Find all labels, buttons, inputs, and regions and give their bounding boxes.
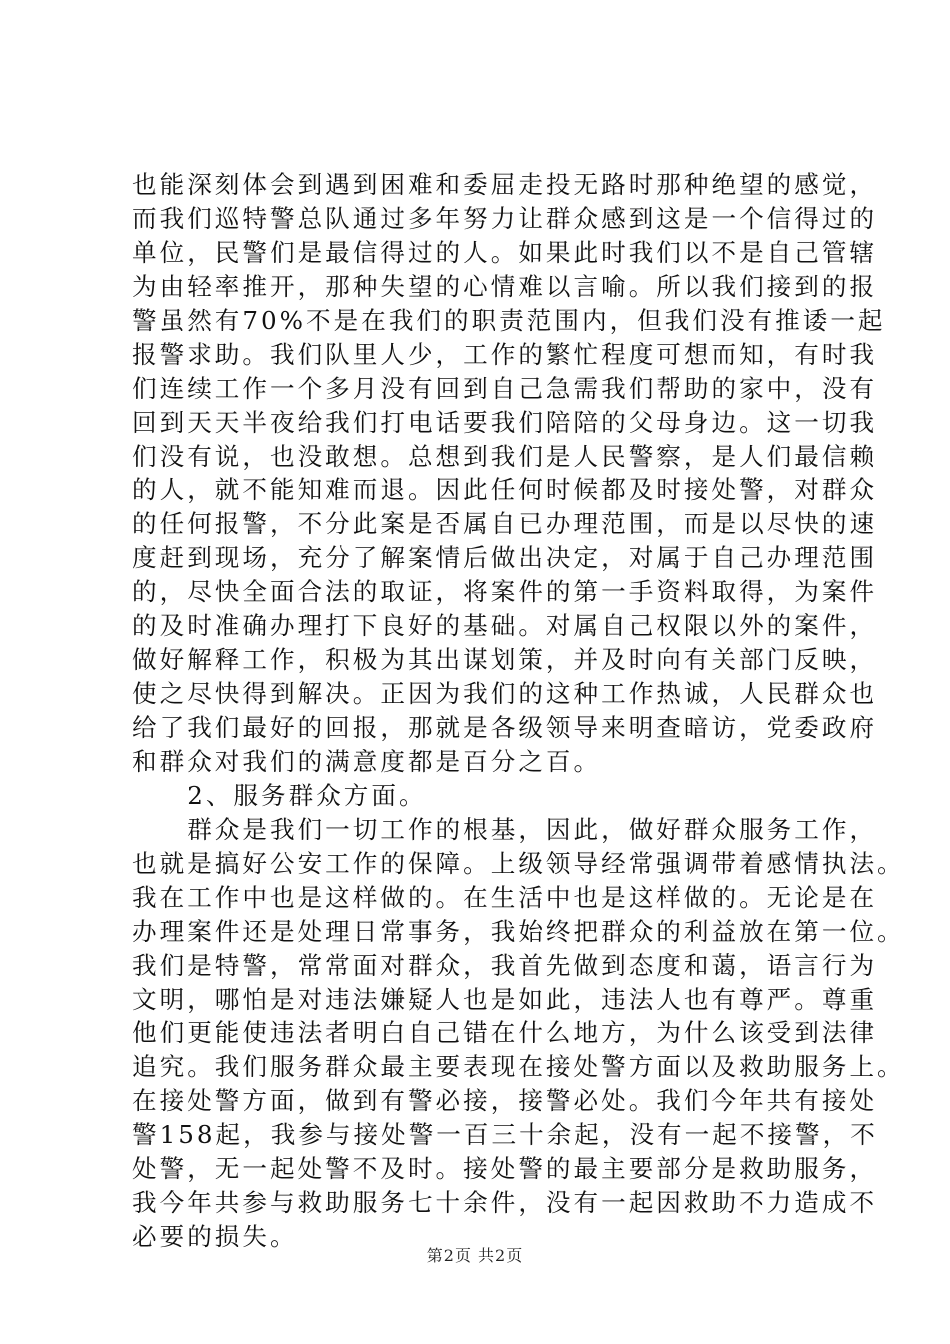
section-heading: 2、服务群众方面。 [132, 780, 427, 810]
text-line: 而我们巡特警总队通过多年努力让群众感到这是一个信得过的 [132, 203, 878, 233]
text-line: 的人，就不能知难而退。因此任何时候都及时接处警，对群众 [132, 475, 878, 505]
page-number: 第2页 共2页 [426, 1246, 524, 1265]
text-line: 必要的损失。 [132, 1222, 298, 1252]
text-line: 警虽然有70%不是在我们的职责范围内，但我们没有推诿一起 [132, 305, 886, 335]
text-line: 也就是搞好公安工作的保障。上级领导经常强调带着感情执法。 [132, 848, 905, 878]
text-line: 和群众对我们的满意度都是百分之百。 [132, 746, 602, 776]
text-line: 们连续工作一个多月没有回到自己急需我们帮助的家中，没有 [132, 373, 878, 403]
text-line: 我今年共参与救助服务七十余件，没有一起因救助不力造成不 [132, 1188, 878, 1218]
text-line: 追究。我们服务群众最主要表现在接处警方面以及救助服务上。 [132, 1052, 905, 1082]
text-line: 做好解释工作，积极为其出谋划策，并及时向有关部门反映， [132, 645, 878, 675]
text-line: 单位，民警们是最信得过的人。如果此时我们以不是自己管辖 [132, 237, 878, 267]
text-line: 文明，哪怕是对违法嫌疑人也是如此，违法人也有尊严。尊重 [132, 984, 878, 1014]
text-line: 的及时准确办理打下良好的基础。对属自己权限以外的案件， [132, 611, 878, 641]
text-line: 使之尽快得到解决。正因为我们的这种工作热诚，人民群众也 [132, 679, 878, 709]
text-line: 处警，无一起处警不及时。接处警的最主要部分是救助服务， [132, 1154, 878, 1184]
text-line: 的任何报警，不分此案是否属自已办理范围，而是以尽快的速 [132, 509, 878, 539]
text-line: 的，尽快全面合法的取证，将案件的第一手资料取得，为案件 [132, 577, 878, 607]
text-line: 们没有说，也没敢想。总想到我们是人民警察，是人们最信赖 [132, 441, 878, 471]
text-line: 在接处警方面，做到有警必接，接警必处。我们今年共有接处 [132, 1086, 878, 1116]
text-line: 给了我们最好的回报，那就是各级领导来明查暗访，党委政府 [132, 713, 878, 742]
text-line: 度赶到现场，充分了解案情后做出决定，对属于自己办理范围 [132, 543, 878, 573]
body-text [132, 168, 905, 1254]
text-line: 为由轻率推开，那种失望的心情难以言喻。所以我们接到的报 [132, 271, 878, 301]
text-line: 群众是我们一切工作的根基，因此，做好群众服务工作， [132, 814, 878, 844]
page-footer [0, 1243, 950, 1266]
text-line: 我们是特警，常常面对群众，我首先做到态度和蔼，语言行为 [132, 950, 878, 980]
text-line: 也能深刻体会到遇到困难和委屈走投无路时那种绝望的感觉， [132, 170, 878, 199]
text-line: 他们更能使违法者明白自己错在什么地方，为什么该受到法律 [132, 1018, 878, 1048]
text-line: 警158起，我参与接处警一百三十余起，没有一起不接警，不 [132, 1120, 878, 1150]
text-line: 办理案件还是处理日常事务，我始终把群众的利益放在第一位。 [132, 916, 905, 946]
text-line: 回到天天半夜给我们打电话要我们陪陪的父母身边。这一切我 [132, 407, 878, 437]
text-line: 报警求助。我们队里人少，工作的繁忙程度可想而知，有时我 [132, 339, 878, 369]
text-line: 我在工作中也是这样做的。在生活中也是这样做的。无论是在 [132, 882, 878, 912]
